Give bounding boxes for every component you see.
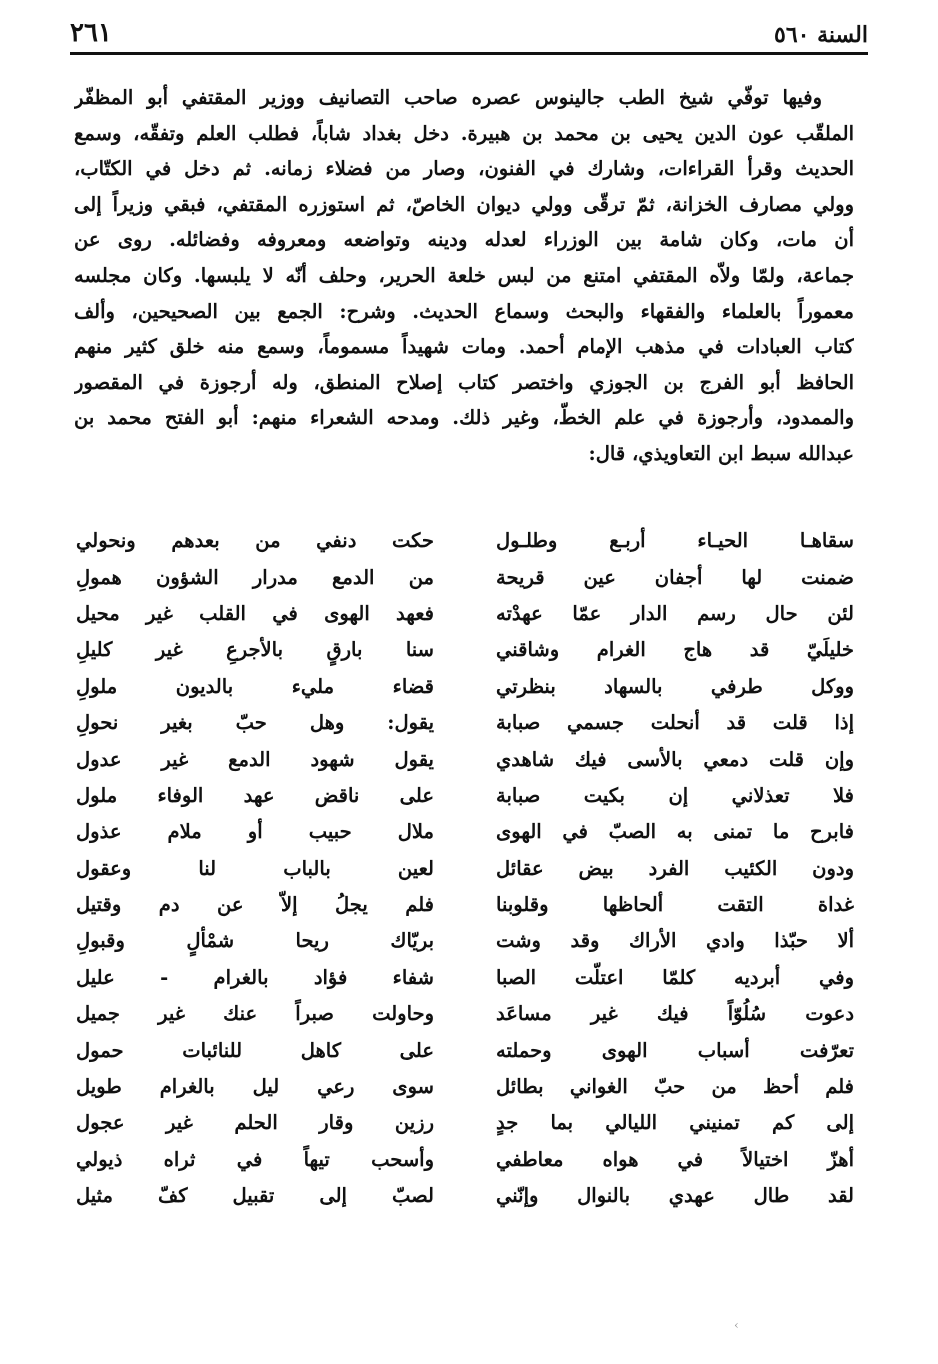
prose-line: والممدود، وأرجوزة في علم الخطّ، وغير ذلك. ومدحه الشعراء منهم: أبو الفتح محمد بن [74,406,854,430]
poem-verse [76,851,854,887]
header-rule [70,52,868,55]
prose-line: الملقّب عون الدين يحيى بن محمد بن هبيرة. دخل بغداد شاباً، فطلب العلم وتفقّه، وسمع [74,121,854,145]
poem-verse [76,1032,854,1068]
verse-first-hemistich: لقد طال عهدي بالنوال وإنّني [496,1184,854,1208]
verse-second-hemistich: يقول: وهل حبّ بغير نحولِ [76,711,434,735]
page-number: ٢٦١ [70,18,112,48]
verse-second-hemistich: سوى رعي ليل بالغرام طويل [76,1075,434,1099]
verse-second-hemistich: سنا بارقٍ بالأجرعِ غير كليلِ [76,638,434,662]
verse-second-hemistich: حكت دنفي من بعدهم ونحولي [76,529,434,553]
verse-first-hemistich: ألا حبّذا وادي الأراك وقد وشت [496,929,854,953]
poem-verse [76,669,854,705]
verse-first-hemistich: خليلَيّ قد هاج الغرام وشاقني [496,638,854,662]
verse-first-hemistich: فابرح ما تمنى به الصبّ في الهوى [496,820,854,844]
prose-line: جماعة، ولمّا ولاّه المقتفي امتنع من لبس خلعة الحرير، وحلف أنّه لا يلبسها. وكان مجلسه [74,263,854,287]
poem-verse [76,814,854,850]
prose-line: كتاب العبادات في مذهب الإمام أحمد. ومات شهيداً مسموماً، وسمع منه خلق كثير منهم [74,335,854,359]
poem [76,523,854,1214]
verse-second-hemistich: قضاء مليء بالديون ملولِ [76,674,434,698]
prose-line: الحديث وقرأ القراءات، وشارك في الفنون، وصار من فضلاء زمانه. ثم دخل في الكتّاب، [74,157,854,181]
verse-first-hemistich: ودون الكئيب الفرد بيض عقائل [496,856,854,880]
prose-line: وفيها توفّي شيخ الطب جالينوس عصره صاحب التصانيف ووزير المقتفي أبو المظفّر [74,86,822,109]
verse-first-hemistich: دعوت سُلُوّاً فيك غير مساعَد [496,1002,854,1026]
verse-second-hemistich: فعهد الهوى في القلب غير محيل [76,601,434,625]
verse-first-hemistich: سقاهـا الحيـاء أربـع وطلـول [496,529,854,553]
poem-verse [76,1069,854,1105]
verse-first-hemistich: إلى كم تمنيني الليالي بما جدٍ [496,1111,854,1135]
verse-first-hemistich: إذا قلت قد أنحلت جسمي صبابة [496,711,854,735]
poem-verse [76,632,854,668]
verse-second-hemistich: شفاء فؤاد بالغرام - عليل [76,965,434,989]
verse-second-hemistich: لعين بالباب لنا وعقول [76,856,434,880]
verse-second-hemistich: لصبّ إلى تقبيل كفّ مثيل [76,1184,434,1208]
verse-second-hemistich: ملال حبيب أو ملام عذول [76,820,434,844]
poem-verse [76,887,854,923]
poem-verse [76,778,854,814]
verse-first-hemistich: تعرّفت أسباب الهوى وحملته [496,1038,854,1062]
prose-line: وولي مصارف الخزانة، ثمّ ترقّى وولي ديوان الخاصّ، ثم استوزره المقتفي، فبقي وزيراً إلى [74,192,854,216]
footer-mark: ‹ [734,1318,739,1332]
verse-first-hemistich: ضمنت لها أجفان عين قريحة [496,565,854,589]
prose-line: أن مات، وكان شامة بين الوزراء لعدله ودينه وتواضعه ومعروفه وفضائله. روى عن [74,228,854,252]
poem-verse [76,741,854,777]
poem-verse [76,705,854,741]
page-header [70,14,868,48]
poem-verse [76,559,854,595]
verse-first-hemistich: وفي أبرديه كلمّا اعتلّت الصبا [496,965,854,989]
poem-verse [76,960,854,996]
poem-verse [76,596,854,632]
verse-second-hemistich: على ناقض عهد الوفاء ملول [76,783,434,807]
verse-second-hemistich: وحاولت صبراً عنك غير جميل [76,1002,434,1026]
verse-first-hemistich: أهزّ اختيالاً في هواه معاطفي [496,1147,854,1171]
poem-verse [76,523,854,559]
verse-first-hemistich: فلم أحظ من حبّ الغواني بطائل [496,1075,854,1099]
poem-verse [76,1142,854,1178]
poem-verse [76,1178,854,1214]
verse-first-hemistich: ووكل طرفي بالسهاد بنظرتي [496,674,854,698]
verse-second-hemistich: من الدمع مدرار الشؤون همولِ [76,565,434,589]
verse-first-hemistich: فلا تعذلاني إن بكيت صبابة [496,783,854,807]
verse-second-hemistich: على كاهل للنائبات حمول [76,1038,434,1062]
prose-line: عبدالله سبط ابن التعاويذي، قال: [588,441,854,465]
prose-line: معموراً بالعلماء والفقهاء والبحث وسماع الحديث. وشرح: الجمع بين الصحيحين، وألف [74,299,854,323]
prose-paragraph [74,80,854,472]
verse-first-hemistich: وإن قلت دمعي بالأسى فيك شاهدي [496,747,854,771]
verse-second-hemistich: بريّاك ريحا شمْألٍ وقبولِ [76,929,434,953]
poem-verse [76,996,854,1032]
running-head: السنة ٥٦٠ [774,22,868,48]
verse-second-hemistich: رزين وقار الحلم غير عجول [76,1111,434,1135]
poem-verse [76,1105,854,1141]
poem-verse [76,923,854,959]
verse-second-hemistich: يقول شهود الدمع غير عدول [76,747,434,771]
verse-first-hemistich: لئن حال رسم الدار عمّا عهدْته [496,601,854,625]
prose-line: الحافظ أبو الفرج بن الجوزي واختصر كتاب إصلاح المنطق، وله أرجوزة في المقصور [74,370,854,394]
verse-second-hemistich: وأسحب تيهاً في ثراه ذيولي [76,1147,434,1171]
verse-second-hemistich: فلم يجلُ إلاّ عن دم وقتيل [76,893,434,917]
verse-first-hemistich: غداة التقت ألحاظها وقلوبنا [496,893,854,917]
